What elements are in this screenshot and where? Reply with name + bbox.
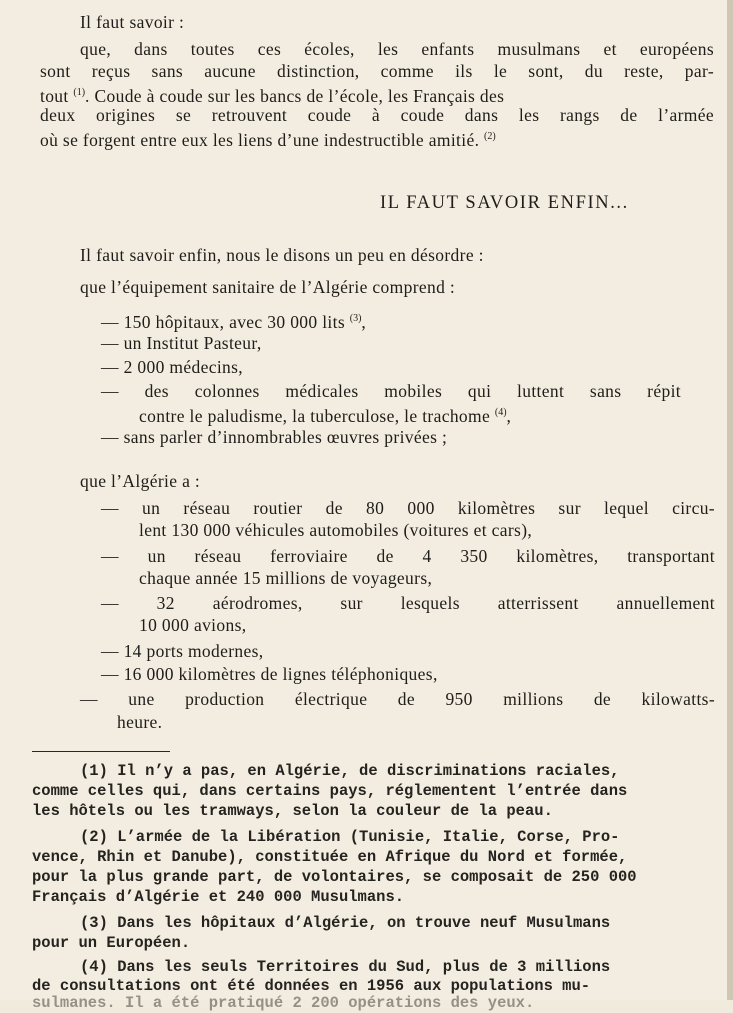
footnote-ref-3: (3) [349, 313, 362, 324]
infra-item-6-cont: heure. [117, 712, 163, 732]
footnote-2-line-1: (2) L’armée de la Libération (Tunisie, Italie, Corse, Pro- [80, 828, 620, 846]
intro-lead: Il faut savoir : [80, 12, 185, 32]
intro-line-3-text: . Coude à coude sur les bancs de l’école, les Français des [85, 86, 505, 106]
intro-line-5-text: où se forgent entre eux les liens d’une indestructible amitié. [40, 130, 480, 150]
health-item-1-after: , [361, 312, 367, 332]
footnote-ref-1: (1) [73, 87, 86, 98]
intro-line-1: que, dans toutes ces écoles, les enfants musulmans et européens [80, 39, 714, 59]
page-edge [727, 0, 733, 1000]
infra-item-1-cont: lent 130 000 véhicules automobiles (voitures et cars), [139, 520, 533, 540]
infra-item-3: — 32 aérodromes, sur lesquels atterrissent annuellement [101, 593, 715, 613]
health-item-5: — sans parler d’innombrables œuvres privées ; [101, 427, 448, 447]
footnote-3-line-1: (3) Dans les hôpitaux d’Algérie, on trouve neuf Musulmans [80, 914, 611, 932]
intro-line-2: sont reçus sans aucune distinction, comme ils le sont, du reste, par- [40, 61, 714, 81]
footnote-3-line-2: pour un Européen. [32, 934, 191, 952]
footnote-4-line-3: sulmanes. Il a été pratiqué 2 200 opérations des yeux. [32, 994, 535, 1012]
infra-item-3-cont: 10 000 avions, [139, 615, 247, 635]
footnote-4-line-1: (4) Dans les seuls Territoires du Sud, plus de 3 millions [80, 958, 611, 976]
footnote-2-line-2: vence, Rhin et Danube), constituée en Afrique du Nord et formée, [32, 848, 628, 866]
intro-line-3-prefix: tout [40, 86, 69, 106]
section-heading: IL FAUT SAVOIR ENFIN... [380, 193, 629, 213]
infra-item-4: — 14 ports modernes, [101, 641, 264, 661]
section-paragraph-1: Il faut savoir enfin, nous le disons un peu en désordre : [80, 245, 484, 265]
footnote-4-line-2: de consultations ont été données en 1956 aux populations mu- [32, 977, 591, 995]
footnote-ref-4: (4) [494, 407, 507, 418]
health-item-4: — des colonnes médicales mobiles qui luttent sans répit [101, 381, 681, 401]
intro-line-5 [40, 126, 496, 151]
infra-item-5: — 16 000 kilomètres de lignes téléphoniques, [101, 664, 438, 684]
health-item-4-cont-text: contre le paludisme, la tuberculose, le trachome [139, 406, 491, 426]
infra-item-1: — un réseau routier de 80 000 kilomètres sur lequel circu- [101, 498, 715, 518]
health-item-2: — un Institut Pasteur, [101, 333, 262, 353]
footnote-1-line-3: les hôtels ou les tramways, selon la couleur de la peau. [32, 802, 553, 820]
footnote-2-line-3: pour la plus grande part, de volontaires, se composait de 250 000 [32, 868, 637, 886]
footnote-2-line-4: Français d’Algérie et 240 000 Musulmans. [32, 888, 405, 906]
footnote-rule [32, 751, 170, 752]
infra-item-2-cont: chaque année 15 millions de voyageurs, [139, 568, 433, 588]
section-paragraph-2: que l’équipement sanitaire de l’Algérie comprend : [80, 277, 456, 297]
health-item-3: — 2 000 médecins, [101, 357, 244, 377]
intro-line-4: deux origines se retrouvent coude à coude dans les rangs de l’armée [40, 105, 714, 125]
infra-item-6: — une production électrique de 950 millions de kilowatts- [80, 689, 715, 709]
health-item-4-cont [139, 402, 511, 427]
footnote-1-line-2: comme celles qui, dans certains pays, réglementent l’entrée dans [32, 782, 628, 800]
health-item-1-text: — 150 hôpitaux, avec 30 000 lits [101, 312, 346, 332]
infra-item-2: — un réseau ferroviaire de 4 350 kilomètres, transportant [101, 546, 715, 566]
section-paragraph-3: que l’Algérie a : [80, 471, 201, 491]
footnote-ref-2: (2) [484, 131, 496, 142]
health-item-4-after: , [506, 406, 512, 426]
footnote-1-line-1: (1) Il n’y a pas, en Algérie, de discriminations raciales, [80, 762, 620, 780]
health-item-1 [101, 308, 366, 333]
